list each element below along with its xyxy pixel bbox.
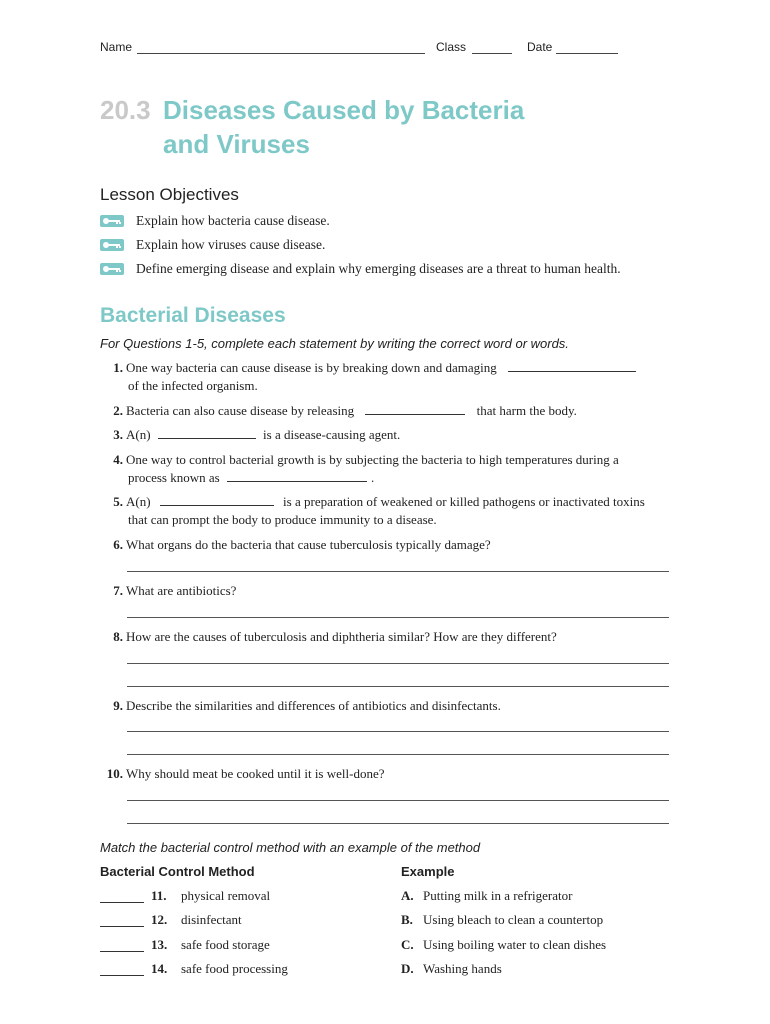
match-number: 11. <box>151 888 167 903</box>
class-label: Class <box>436 40 467 54</box>
date-field[interactable] <box>556 53 618 54</box>
example-text: Putting milk in a refrigerator <box>423 888 573 903</box>
answer-line[interactable] <box>127 663 669 664</box>
match-row <box>0 960 770 978</box>
example-letter: A. <box>401 888 414 903</box>
lesson-number: 20.3 <box>100 95 151 125</box>
match-number: 14. <box>151 961 168 976</box>
match-answer-blank[interactable] <box>100 951 144 952</box>
question-text-cont: of the infected organism. <box>128 378 258 393</box>
objective-item <box>100 212 330 230</box>
date-label: Date <box>527 40 553 54</box>
page-title-line1: Diseases Caused by Bacteria <box>163 95 525 125</box>
example-column-heading: Example <box>401 864 455 879</box>
key-icon <box>100 239 124 251</box>
objective-text: Explain how viruses cause disease. <box>136 237 326 252</box>
match-method: disinfectant <box>181 912 242 927</box>
class-field[interactable] <box>472 53 512 54</box>
match-answer-blank[interactable] <box>100 926 144 927</box>
name-label: Name <box>100 40 133 54</box>
objective-item <box>100 236 325 254</box>
example-letter: B. <box>401 912 413 927</box>
match-answer-blank[interactable] <box>100 902 144 903</box>
answer-blank[interactable] <box>158 426 256 439</box>
question-number: 4. <box>113 452 123 467</box>
objective-text: Explain how bacteria cause disease. <box>136 213 330 228</box>
objectives-heading: Lesson Objectives <box>100 185 239 204</box>
question-text: A(n) <box>126 494 151 509</box>
question-number: 5. <box>113 494 123 509</box>
question-text-cont2: that can prompt the body to produce immunity to a disease. <box>128 512 437 527</box>
question-number: 10. <box>106 766 123 781</box>
example-letter: D. <box>401 961 414 976</box>
objective-text: Define emerging disease and explain why emerging diseases are a threat to human health. <box>136 261 621 276</box>
answer-line[interactable] <box>127 686 669 687</box>
question-text: One way to control bacterial growth is by subjecting the bacteria to high temperatures during a <box>126 452 619 467</box>
question-number: 1. <box>113 360 123 375</box>
question-number: 7. <box>113 583 123 598</box>
question-text: Describe the similarities and differences of antibiotics and disinfectants. <box>126 698 501 713</box>
match-number: 12. <box>151 912 168 927</box>
match-answer-blank[interactable] <box>100 975 144 976</box>
question-number: 9. <box>113 698 123 713</box>
question-text: One way bacteria can cause disease is by breaking down and damaging <box>126 360 497 375</box>
match-method: safe food storage <box>181 937 270 952</box>
match-row <box>0 887 770 905</box>
matching-instruction: Match the bacterial control method with an example of the method <box>100 840 481 855</box>
match-method: safe food processing <box>181 961 288 976</box>
match-row <box>0 911 770 929</box>
match-row <box>0 936 770 954</box>
question-text-cont: that harm the body. <box>476 403 577 418</box>
question-number: 2. <box>113 403 123 418</box>
section-instruction: For Questions 1-5, complete each statement by writing the correct word or words. <box>100 336 569 351</box>
question-text-cont: process known as <box>128 470 220 485</box>
example-text: Using boiling water to clean dishes <box>423 937 607 952</box>
question-period: . <box>370 470 375 485</box>
question-number: 8. <box>113 629 123 644</box>
page-title-line2: and Viruses <box>163 129 310 159</box>
example-text: Using bleach to clean a countertop <box>423 912 604 927</box>
answer-line[interactable] <box>127 823 669 824</box>
example-letter: C. <box>401 937 414 952</box>
question-text-cont: is a disease-causing agent. <box>263 427 401 442</box>
question-number: 3. <box>113 427 123 442</box>
name-field[interactable] <box>137 53 425 54</box>
answer-line[interactable] <box>127 800 669 801</box>
objective-item <box>100 260 621 278</box>
page-title <box>163 93 723 161</box>
answer-blank[interactable] <box>227 469 367 482</box>
example-text: Washing hands <box>423 961 502 976</box>
key-icon <box>100 263 124 275</box>
question-text: How are the causes of tuberculosis and diphtheria similar? How are they different? <box>126 629 557 644</box>
question-text: Why should meat be cooked until it is well-done? <box>126 766 385 781</box>
answer-blank[interactable] <box>508 359 636 372</box>
answer-line[interactable] <box>127 731 669 732</box>
match-method: physical removal <box>181 888 271 903</box>
question-text: What are antibiotics? <box>126 583 237 598</box>
question-text-cont: is a preparation of weakened or killed pathogens or inactivated toxins <box>283 494 645 509</box>
question-number: 6. <box>113 537 123 552</box>
question-text: What organs do the bacteria that cause tuberculosis typically damage? <box>126 537 491 552</box>
answer-blank[interactable] <box>160 493 274 506</box>
question-text: Bacteria can also cause disease by releasing <box>126 403 355 418</box>
method-column-heading: Bacterial Control Method <box>100 864 255 879</box>
match-number: 13. <box>151 937 168 952</box>
question-text: A(n) <box>126 427 151 442</box>
answer-line[interactable] <box>127 617 669 618</box>
answer-blank[interactable] <box>365 402 465 415</box>
answer-line[interactable] <box>127 754 669 755</box>
answer-line[interactable] <box>127 571 669 572</box>
section-heading: Bacterial Diseases <box>100 304 286 327</box>
key-icon <box>100 215 124 227</box>
